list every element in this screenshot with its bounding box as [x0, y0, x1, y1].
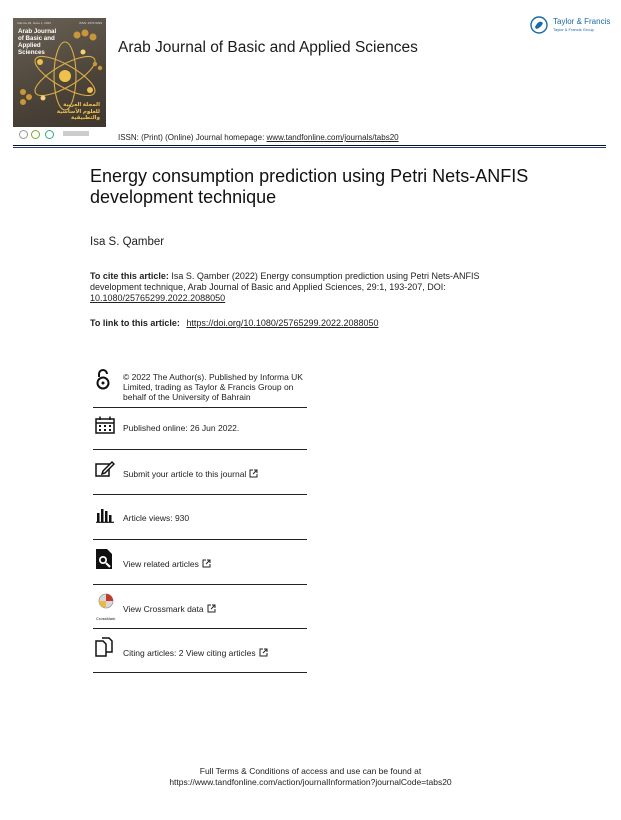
external-link-icon	[202, 559, 211, 568]
terms-text: Full Terms & Conditions of access and use can be found at	[199, 766, 422, 776]
header-divider-blue	[13, 147, 606, 148]
article-link-block	[90, 318, 379, 328]
society-logo-icon	[31, 130, 40, 139]
published-row	[93, 408, 307, 450]
cover-arabic-title: المجلة العربية للعلوم الأساسية والتطبيقية	[56, 102, 100, 121]
journal-title: Arab Journal of Basic and Applied Sciences	[118, 39, 418, 56]
journal-cover-image	[13, 18, 106, 140]
article-info-list	[93, 362, 307, 673]
cover-title: Arab Journal of Basic and Applied Sciences	[18, 28, 57, 56]
crossmark-row[interactable]	[93, 585, 307, 629]
citing-row[interactable]	[93, 629, 307, 673]
related-articles-link[interactable]: View related articles	[123, 559, 199, 569]
citing-articles-link[interactable]: Citing articles: 2 View citing articles	[123, 648, 256, 658]
terms-url-link[interactable]: https://www.tandfonline.com/action/journalInformation?journalCode=tabs20	[169, 777, 452, 787]
external-link-icon	[259, 648, 268, 657]
article-views-text: Article views: 930	[123, 513, 190, 523]
partner-logo-icon	[45, 130, 54, 139]
crossmark-logo-text: CrossMark	[96, 616, 116, 621]
copyright-text: © 2022 The Author(s). Published by Informa UK Limited, trading as Taylor & Francis Group on behalf of the University of Bahrain	[123, 372, 303, 402]
crossmark-data-link[interactable]: View Crossmark data	[123, 604, 204, 614]
article-doi-url[interactable]: https://doi.org/10.1080/25765299.2022.2088050	[186, 318, 379, 328]
university-seal-icon	[19, 130, 28, 139]
open-access-row	[93, 362, 307, 408]
journal-homepage-link[interactable]: www.tandfonline.com/journals/tabs20	[266, 133, 399, 142]
crossmark-icon	[95, 593, 117, 615]
cover-issn-text: ISSN: 2576-5299	[78, 21, 102, 25]
cover-sponsor-logos	[13, 127, 106, 140]
open-access-lock-icon	[95, 368, 111, 390]
search-document-icon	[95, 548, 115, 570]
header-divider	[13, 145, 606, 146]
citing-documents-icon	[95, 637, 115, 657]
cover-issue-text: Volume 29, Issue 1, 2022	[17, 21, 51, 25]
edit-pencil-icon	[95, 460, 115, 478]
bar-chart-icon	[95, 507, 115, 523]
article-author: Isa S. Qamber	[90, 236, 165, 248]
calendar-icon	[95, 416, 115, 434]
issn-text: ISSN: (Print) (Online) Journal homepage:	[118, 133, 267, 142]
related-row[interactable]	[93, 540, 307, 585]
citation-block	[90, 271, 530, 304]
publisher-name: Taylor & Francis	[553, 17, 611, 26]
external-link-icon	[207, 604, 216, 613]
citation-text: Isa S. Qamber (2022) Energy consumption prediction using Petri Nets-ANFIS development technique, Arab Journal of Basic and Applied Sciences, 29:1, 193-207, DOI:	[90, 271, 480, 292]
terms-footer	[0, 766, 621, 788]
article-link-label: To link to this article:	[90, 318, 180, 328]
issn-line	[118, 133, 399, 142]
citation-label: To cite this article:	[90, 271, 169, 281]
submit-row[interactable]	[93, 450, 307, 495]
submit-article-link[interactable]: Submit your article to this journal	[123, 469, 247, 479]
external-link-icon	[249, 469, 258, 478]
publisher-group: Taylor & Francis Group	[553, 27, 594, 32]
article-title: Energy consumption prediction using Petri Nets-ANFIS development technique	[90, 166, 529, 207]
citation-doi-link[interactable]: 10.1080/25765299.2022.2088050	[90, 293, 226, 303]
publisher-logo-icon	[63, 131, 89, 136]
views-row	[93, 495, 307, 540]
published-date-text: Published online: 26 Jun 2022.	[123, 423, 240, 433]
